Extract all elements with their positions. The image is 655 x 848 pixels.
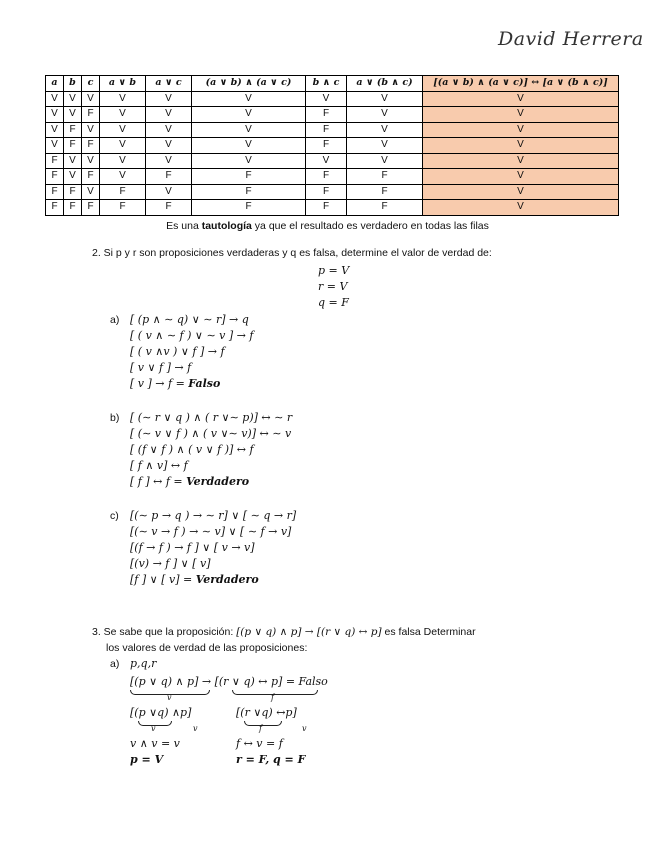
table-cell: V <box>146 107 192 123</box>
table-cell: V <box>347 138 423 154</box>
q3-answer-p: p = V <box>130 753 164 766</box>
q2c-label: c) <box>110 510 119 522</box>
column-header: a ∨ c <box>146 76 192 92</box>
table-row <box>46 107 619 123</box>
q2c-result: Verdadero <box>195 573 259 586</box>
table-cell: F <box>100 200 146 216</box>
table-cell: V <box>64 91 82 107</box>
table-cell: V <box>64 169 82 185</box>
author-signature: David Herrera <box>498 28 644 50</box>
table-cell: V <box>192 153 306 169</box>
table-cell: V <box>192 91 306 107</box>
table-row <box>46 91 619 107</box>
q2a-line: [ ( v ∧v ) ∨ f ] → f <box>130 345 225 358</box>
q2b-result-line: [ f ] ↔ f = Verdadero <box>130 475 250 488</box>
table-cell: V <box>306 153 347 169</box>
table-cell: V <box>347 122 423 138</box>
column-header: b <box>64 76 82 92</box>
table-cell: V <box>347 107 423 123</box>
table-cell: V <box>423 153 619 169</box>
q2-title: 2. Si p y r son proposiciones verdaderas y q es falsa, determine el valor de verdad de: <box>92 247 492 259</box>
caption-bold: tautología <box>201 220 252 232</box>
q3-proposition: [(p ∨ q) ∧ p] → [(r ∨ q) ↔ p] <box>236 626 382 638</box>
table-cell: V <box>46 91 64 107</box>
q2b-line: [ (f ∨ f ) ∧ ( v ∨ f )] ↔ f <box>130 443 254 456</box>
table-cell: F <box>347 200 423 216</box>
table-cell: V <box>423 184 619 200</box>
table-cell: V <box>347 153 423 169</box>
table-cell: V <box>100 138 146 154</box>
q2a-result-line: [ v ] → f = Falso <box>130 377 221 390</box>
q2b-line: [ f ∧ v] ↔ f <box>130 459 188 472</box>
table-cell: V <box>100 91 146 107</box>
table-row <box>46 138 619 154</box>
table-cell: F <box>82 107 100 123</box>
q2a-line: [ (p ∧ ∼ q) ∨ ∼ r] → q <box>130 313 249 326</box>
q3-line2-left: [(p ∨q) ∧p] <box>130 706 192 719</box>
table-cell: V <box>146 153 192 169</box>
table-row <box>46 122 619 138</box>
table-cell: V <box>192 138 306 154</box>
table-cell: V <box>46 107 64 123</box>
table-cell: V <box>423 91 619 107</box>
q2b-result: Verdadero <box>186 475 250 488</box>
underbrace-value: f <box>271 693 274 702</box>
column-header: a <box>46 76 64 92</box>
table-cell: F <box>306 184 347 200</box>
table-cell: F <box>306 138 347 154</box>
q2b-line: [ (∼ v ∨ f ) ∧ ( v ∨∼ v)] ↔ ∼ v <box>130 427 292 440</box>
table-row <box>46 184 619 200</box>
q2c-line: [(∼ p → q ) → ∼ r] ∨ [ ∼ q → r] <box>130 509 297 522</box>
table-row <box>46 200 619 216</box>
q3-title-line2: los valores de verdad de las proposiciones: <box>106 642 308 654</box>
table-cell: V <box>100 122 146 138</box>
underbrace <box>232 690 318 695</box>
table-cell: F <box>64 200 82 216</box>
table-cell: F <box>192 184 306 200</box>
table-cell: V <box>146 122 192 138</box>
q3a-label: a) <box>110 658 120 670</box>
caption-text: Es una <box>166 220 202 232</box>
q2a-line: [ ( v ∧ ∼ f ) ∨ ∼ v ] → f <box>130 329 254 342</box>
table-row <box>46 153 619 169</box>
q2c-line: [(∼ v → f ) → ∼ v] ∨ [ ∼ f → v] <box>130 525 292 538</box>
q3-line1: [(p ∨ q) ∧ p] → [(r ∨ q) ↔ p] = Falso <box>130 675 328 688</box>
table-cell: F <box>46 184 64 200</box>
table-cell: V <box>423 122 619 138</box>
table-caption <box>0 220 655 232</box>
column-header: a ∨ (b ∧ c) <box>347 76 423 92</box>
table-cell: F <box>192 169 306 185</box>
table-cell: V <box>64 107 82 123</box>
table-cell: F <box>82 200 100 216</box>
table-cell: V <box>82 153 100 169</box>
column-header: b ∧ c <box>306 76 347 92</box>
q3-title: 3. Se sabe que la proposición: [(p ∨ q) ∧ p] → [(r ∨ q) ↔ p] es falsa Determinar <box>92 626 476 638</box>
table-cell: V <box>82 122 100 138</box>
table-cell: V <box>146 138 192 154</box>
q3-line3-right: f ↔ v = f <box>236 737 283 750</box>
table-cell: F <box>146 169 192 185</box>
table-cell: V <box>192 107 306 123</box>
table-cell: V <box>100 153 146 169</box>
underbrace-value: v <box>151 724 156 733</box>
table-cell: V <box>423 107 619 123</box>
caption-text-end: ya que el resultado es verdadero en todas las filas <box>251 220 489 232</box>
table-cell: F <box>306 200 347 216</box>
table-cell: F <box>82 169 100 185</box>
column-header: [(a ∨ b) ∧ (a ∨ c)] ↔ [a ∨ (b ∧ c)] <box>423 76 619 92</box>
q3-line3-left: v ∧ v = v <box>130 737 180 750</box>
table-cell: V <box>46 122 64 138</box>
q3-line2-right: [(r ∨q) ↔p] <box>236 706 297 719</box>
table-cell: F <box>46 153 64 169</box>
table-cell: V <box>64 153 82 169</box>
table-cell: F <box>347 169 423 185</box>
q2b-line: [ (∼ r ∨ q ) ∧ ( r ∨∼ p)] ↔ ∼ r <box>130 411 293 424</box>
table-cell: F <box>146 200 192 216</box>
table-cell: V <box>82 91 100 107</box>
table-row <box>46 169 619 185</box>
table-cell: F <box>64 122 82 138</box>
table-cell: F <box>347 184 423 200</box>
table-cell: F <box>46 200 64 216</box>
table-cell: F <box>46 169 64 185</box>
table-cell: V <box>146 91 192 107</box>
q2b-label: b) <box>110 412 120 424</box>
underbrace-value: f <box>259 724 262 733</box>
table-cell: V <box>423 200 619 216</box>
q3-answer-rq: r = F, q = F <box>236 753 306 766</box>
table-cell: V <box>100 169 146 185</box>
underbrace-value: v <box>193 724 198 733</box>
column-header: c <box>82 76 100 92</box>
q2a-result: Falso <box>188 377 221 390</box>
q2a-line: [ v ∨ f ] → f <box>130 361 192 374</box>
table-cell: V <box>46 138 64 154</box>
q3-vars: p,q,r <box>130 657 157 670</box>
table-cell: F <box>64 138 82 154</box>
table-cell: V <box>192 122 306 138</box>
table-cell: F <box>306 169 347 185</box>
underbrace <box>244 721 282 726</box>
table-cell: V <box>100 107 146 123</box>
column-header: a ∨ b <box>100 76 146 92</box>
table-cell: F <box>82 138 100 154</box>
table-cell: F <box>306 122 347 138</box>
table-cell: F <box>306 107 347 123</box>
table-cell: F <box>192 200 306 216</box>
table-cell: V <box>423 138 619 154</box>
given-p: p = V <box>318 264 350 277</box>
q2c-result-line: [f ] ∨ [ v] = Verdadero <box>130 573 259 586</box>
column-header: (a ∨ b) ∧ (a ∨ c) <box>192 76 306 92</box>
underbrace-value: v <box>167 693 172 702</box>
table-cell: V <box>306 91 347 107</box>
table-cell: V <box>423 169 619 185</box>
table-cell: F <box>64 184 82 200</box>
underbrace-value: v <box>302 724 307 733</box>
q2c-line: [(f → f ) → f ] ∨ [ v → v] <box>130 541 255 554</box>
given-r: r = V <box>318 280 348 293</box>
given-q: q = F <box>318 296 349 309</box>
table-cell: V <box>347 91 423 107</box>
table-cell: V <box>146 184 192 200</box>
table-cell: F <box>100 184 146 200</box>
q2c-line: [(v) → f ] ∨ [ v] <box>130 557 211 570</box>
truth-table <box>45 75 619 216</box>
table-cell: V <box>82 184 100 200</box>
q2a-label: a) <box>110 314 120 326</box>
truth-table-header <box>46 76 619 92</box>
